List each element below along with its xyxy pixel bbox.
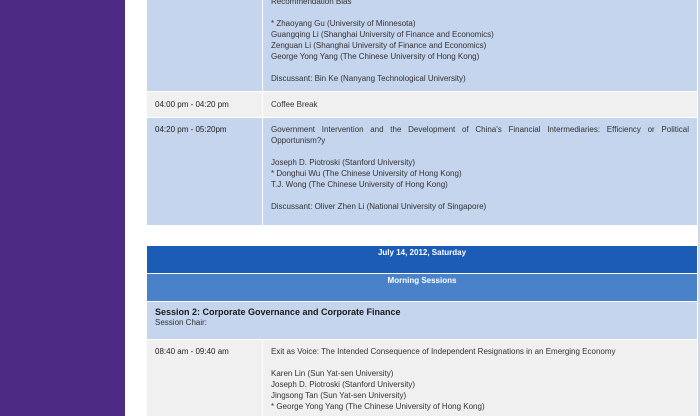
session-chair: Session Chair: — [155, 318, 208, 327]
table-row — [147, 302, 698, 340]
paper-title: Recommendation Bias — [271, 0, 352, 6]
sessions-header: Morning Sessions — [147, 274, 698, 302]
schedule-table-july-14 — [146, 245, 698, 416]
table-row — [147, 0, 698, 92]
session-cell — [147, 302, 698, 340]
author: Joseph D. Piotroski (Stanford University) — [271, 158, 416, 167]
time-cell: 04:00 pm - 04:20 pm — [147, 92, 263, 118]
time-cell: 04:20 pm - 05:20pm — [147, 118, 263, 226]
author: Jingsong Tan (Sun Yat-sen University) — [271, 391, 407, 400]
author: * George Yong Yang (The Chinese University of Hong Kong) — [271, 402, 485, 411]
author: Guangqing Li (Shanghai University of Finance and Economics) — [271, 30, 494, 39]
author: T.J. Wong (The Chinese University of Hong Kong) — [271, 180, 448, 189]
table-row — [147, 246, 698, 274]
author: George Yong Yang (The Chinese University of Hong Kong) — [271, 52, 480, 61]
table-row — [147, 118, 698, 226]
author: * Donghui Wu (The Chinese University of Hong Kong) — [271, 169, 462, 178]
date-header: July 14, 2012, Saturday — [147, 246, 698, 274]
table-row — [147, 340, 698, 416]
left-sidebar — [0, 0, 125, 416]
author: Joseph D. Piotroski (Stanford University) — [271, 380, 416, 389]
time-cell — [147, 0, 263, 92]
table-row — [147, 92, 698, 118]
paper-title: Government Intervention and the Development of China's Financial Intermediaries: Efficiency or Political Opportunism?y — [271, 125, 689, 145]
author: * Zhaoyang Gu (University of Minnesota) — [271, 19, 416, 28]
break-cell: Coffee Break — [263, 92, 698, 118]
discussant: Discussant: Bin Ke (Nanyang Technological University) — [271, 74, 466, 83]
session-title: Session 2: Corporate Governance and Corporate Finance — [155, 307, 401, 317]
schedule-table-july-13 — [146, 0, 698, 226]
time-cell: 08:40 am - 09:40 am — [147, 340, 263, 416]
program-content — [146, 0, 698, 416]
paper-cell — [263, 118, 698, 226]
table-row — [147, 274, 698, 302]
paper-cell — [263, 340, 698, 416]
paper-cell — [263, 0, 698, 92]
discussant: Discussant: Oliver Zhen Li (National University of Singapore) — [271, 202, 487, 211]
paper-title: Exit as Voice: The Intended Consequence of Independent Resignations in an Emerging Economy — [271, 347, 616, 356]
author: Zenguan Li (Shanghai University of Finance and Economics) — [271, 41, 487, 50]
author: Karen Lin (Sun Yat-sen University) — [271, 369, 394, 378]
